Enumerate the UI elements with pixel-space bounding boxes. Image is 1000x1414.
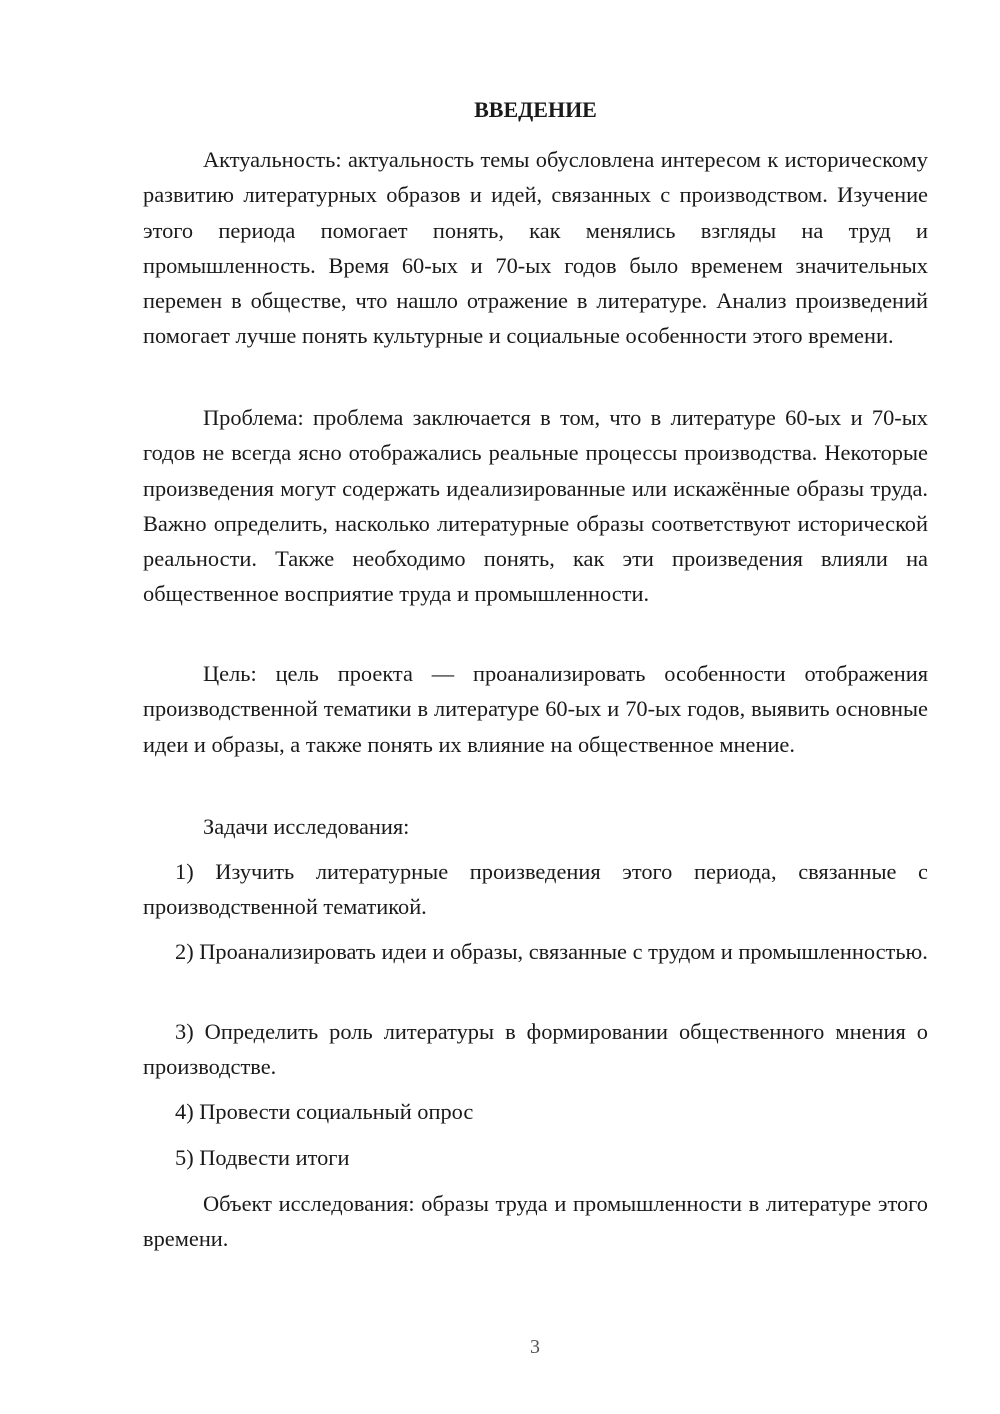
page-number: 3 (530, 1336, 540, 1358)
task-item-4: 4) Провести социальный опрос (175, 1099, 474, 1124)
goal-paragraph: Цель: цель проекта — проанализировать особенности отображения производственной тематики в литературе 60-ых и 70-ых годов, выявить основные идеи и образы, а также понять их влияние на общественное мнение. (143, 661, 928, 757)
task-item-5: 5) Подвести итоги (175, 1145, 350, 1170)
task-item-3: 3) Определить роль литературы в формировании общественного мнения о производстве. (143, 1019, 928, 1080)
task-item-1: 1) Изучить литературные произведения этого периода, связанные с производственной тематикой. (143, 859, 928, 920)
object-paragraph: Объект исследования: образы труда и промышленности в литературе этого времени. (143, 1191, 928, 1252)
relevance-paragraph: Актуальность: актуальность темы обусловлена интересом к историческому развитию литературных образов и идей, связанных с производством. Изучение этого периода помогает понять, как менялись взгляды на труд и промышленность. Время 60-ых и 70-ых годов было временем значительных перемен в обществе, что нашло отражение в литературе. Анализ произведений помогает лучше понять культурные и социальные особенности этого времени. (143, 147, 928, 349)
problem-paragraph: Проблема: проблема заключается в том, что в литературе 60-ых и 70-ых годов не всегда ясно отображались реальные процессы производства. Некоторые произведения могут содержать идеализированные или искажённые образы труда. Важно определить, насколько литературные образы соответствуют исторической реальности. Также необходимо понять, как эти произведения влияли на общественное восприятие труда и промышленности. (143, 405, 928, 607)
tasks-heading: Задачи исследования: (203, 814, 410, 839)
task-item-2: 2) Проанализировать идеи и образы, связанные с трудом и промышленностью. (175, 939, 928, 964)
section-heading: ВВЕДЕНИЕ (474, 97, 597, 122)
